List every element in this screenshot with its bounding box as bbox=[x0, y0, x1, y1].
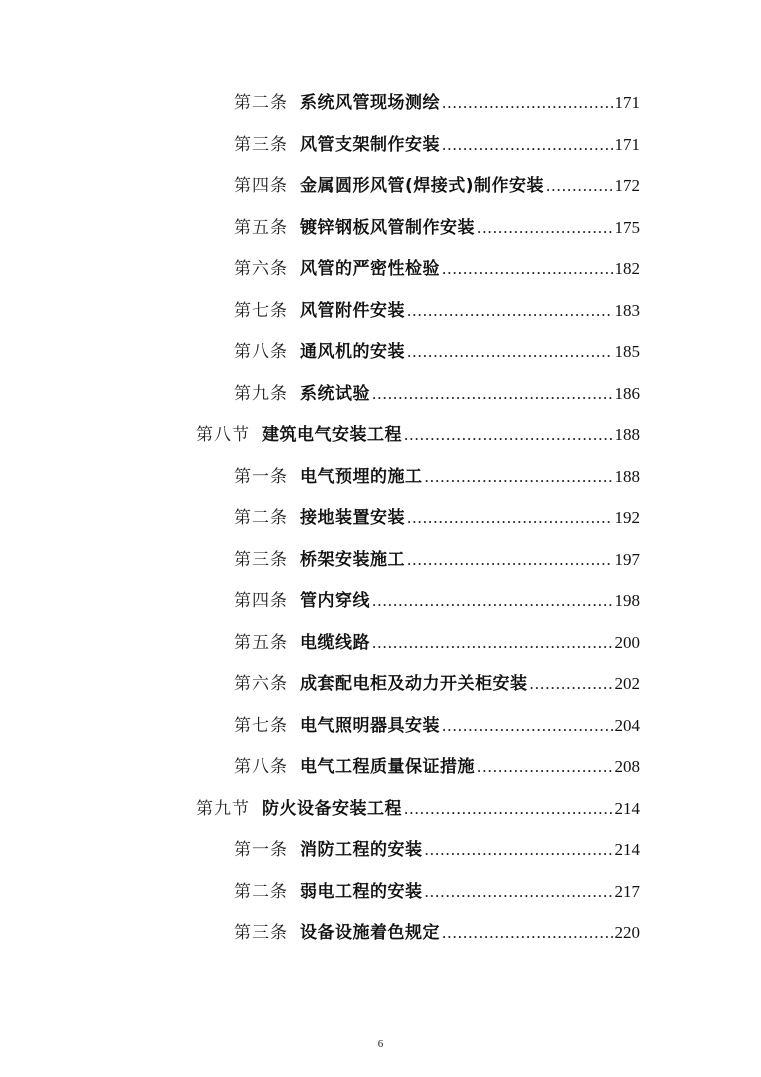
toc-entry-title: 电气照明器具安装 bbox=[300, 715, 440, 736]
toc-entry-title: 电气预埋的施工 bbox=[300, 466, 423, 487]
toc-dot-leader bbox=[407, 296, 613, 326]
toc-entry-prefix: 第九节 bbox=[196, 798, 250, 819]
toc-entry[interactable] bbox=[234, 462, 640, 492]
toc-entry-prefix: 第七条 bbox=[234, 300, 288, 321]
toc-entry-prefix: 第三条 bbox=[234, 923, 288, 943]
toc-dot-leader bbox=[442, 88, 613, 118]
toc-entry-prefix: 第八节 bbox=[196, 425, 250, 445]
toc-entry-title: 系统风管现场测绘 bbox=[300, 93, 440, 113]
toc-entry-title: 防火设备安装工程 bbox=[262, 798, 402, 819]
toc-entry-title: 设备设施着色规定 bbox=[300, 923, 440, 943]
toc-entry-page: 214 bbox=[614, 798, 640, 818]
toc-entry-prefix: 第一条 bbox=[234, 466, 288, 487]
toc-dot-leader bbox=[407, 337, 613, 367]
toc-entry-page: 188 bbox=[614, 425, 640, 444]
toc-entry-title: 桥架安装施工 bbox=[300, 549, 405, 570]
toc-entry-title: 管内穿线 bbox=[300, 591, 370, 611]
toc-entry[interactable] bbox=[234, 171, 640, 201]
toc-entry-page: 185 bbox=[614, 342, 640, 361]
toc-entry-page: 171 bbox=[614, 93, 640, 112]
toc-entry[interactable] bbox=[234, 752, 640, 782]
toc-entry-page: 182 bbox=[614, 259, 640, 278]
toc-entry[interactable] bbox=[234, 337, 640, 367]
toc-entry-prefix: 第一条 bbox=[234, 840, 288, 860]
toc-entry-page: 186 bbox=[614, 383, 640, 403]
toc-entry-page: 198 bbox=[614, 591, 640, 610]
toc-entry-prefix: 第三条 bbox=[234, 134, 288, 155]
toc-entry-prefix: 第六条 bbox=[234, 674, 288, 694]
toc-entry-title: 弱电工程的安装 bbox=[300, 881, 423, 902]
toc-dot-leader bbox=[477, 213, 613, 243]
toc-entry[interactable] bbox=[234, 88, 640, 118]
toc-dot-leader bbox=[442, 711, 613, 741]
toc-entry-page: 197 bbox=[614, 549, 640, 569]
toc-entry-prefix: 第七条 bbox=[234, 715, 288, 736]
toc-dot-leader bbox=[477, 752, 613, 782]
toc-entry-title: 电缆线路 bbox=[300, 632, 370, 653]
toc-entry-page: 220 bbox=[614, 923, 640, 942]
toc-entry[interactable] bbox=[234, 545, 640, 575]
toc-entry-page: 208 bbox=[614, 757, 640, 776]
toc-dot-leader bbox=[404, 794, 613, 824]
toc-entry-page: 188 bbox=[614, 466, 640, 486]
toc-entry-title: 风管支架制作安装 bbox=[300, 134, 440, 155]
toc-dot-leader bbox=[442, 254, 613, 284]
toc-entry-title: 风管的严密性检验 bbox=[300, 259, 440, 279]
toc-dot-leader bbox=[407, 545, 613, 575]
toc-dot-leader bbox=[404, 420, 613, 450]
toc-entry-page: 214 bbox=[614, 840, 640, 859]
toc-entry[interactable] bbox=[234, 213, 640, 243]
toc-entry-prefix: 第八条 bbox=[234, 757, 288, 777]
toc-entry-title: 电气工程质量保证措施 bbox=[300, 757, 475, 777]
toc-section-entry[interactable] bbox=[196, 794, 640, 824]
toc-entry[interactable] bbox=[234, 586, 640, 616]
toc-entry[interactable] bbox=[234, 669, 640, 699]
toc-entry-title: 镀锌钢板风管制作安装 bbox=[300, 217, 475, 238]
toc-entry-page: 175 bbox=[614, 217, 640, 237]
toc-entry-page: 192 bbox=[614, 508, 640, 527]
toc-entry-prefix: 第八条 bbox=[234, 342, 288, 362]
toc-entry-title: 风管附件安装 bbox=[300, 300, 405, 321]
toc-entry-page: 172 bbox=[614, 176, 640, 195]
toc-dot-leader bbox=[442, 918, 613, 948]
toc-entry[interactable] bbox=[234, 835, 640, 865]
toc-entry-prefix: 第五条 bbox=[234, 632, 288, 653]
toc-entry-title: 接地装置安装 bbox=[300, 508, 405, 528]
toc-section-entry[interactable] bbox=[196, 420, 640, 450]
toc-entry-prefix: 第五条 bbox=[234, 217, 288, 238]
toc-entry-title: 消防工程的安装 bbox=[300, 840, 423, 860]
toc-entry-page: 200 bbox=[614, 632, 640, 652]
toc-dot-leader bbox=[425, 877, 613, 907]
toc-entry-page: 171 bbox=[614, 134, 640, 154]
toc-entry[interactable] bbox=[234, 918, 640, 948]
toc-entry-title: 金属圆形风管(焊接式)制作安装 bbox=[300, 176, 545, 196]
toc-entry[interactable] bbox=[234, 503, 640, 533]
toc-entry-prefix: 第二条 bbox=[234, 881, 288, 902]
toc-entry-title: 成套配电柜及动力开关柜安装 bbox=[300, 674, 528, 694]
toc-dot-leader bbox=[442, 130, 613, 160]
toc-dot-leader bbox=[530, 669, 613, 699]
toc-entry-prefix: 第二条 bbox=[234, 93, 288, 113]
footer-page-number: 6 bbox=[377, 1038, 384, 1050]
toc-dot-leader bbox=[372, 379, 613, 409]
toc-entry-page: 183 bbox=[614, 300, 640, 320]
toc-entry[interactable] bbox=[234, 130, 640, 160]
toc-entry-title: 建筑电气安装工程 bbox=[262, 425, 402, 445]
toc-dot-leader bbox=[372, 586, 613, 616]
toc-entry-page: 202 bbox=[614, 674, 640, 693]
toc-entry[interactable] bbox=[234, 877, 640, 907]
toc-entry[interactable] bbox=[234, 379, 640, 409]
toc-entry-title: 通风机的安装 bbox=[300, 342, 405, 362]
toc-entry-prefix: 第六条 bbox=[234, 259, 288, 279]
toc-entry[interactable] bbox=[234, 254, 640, 284]
toc-dot-leader bbox=[546, 171, 612, 201]
toc-entry[interactable] bbox=[234, 296, 640, 326]
toc-entry-title: 系统试验 bbox=[300, 383, 370, 404]
toc-dot-leader bbox=[425, 835, 613, 865]
toc-entry-page: 204 bbox=[614, 715, 640, 735]
toc-entry-prefix: 第四条 bbox=[234, 591, 288, 611]
toc-dot-leader bbox=[425, 462, 613, 492]
toc-entry-prefix: 第四条 bbox=[234, 176, 288, 196]
toc-entry[interactable] bbox=[234, 628, 640, 658]
toc-entry[interactable] bbox=[234, 711, 640, 741]
toc-dot-leader bbox=[372, 628, 613, 658]
toc-entry-prefix: 第二条 bbox=[234, 508, 288, 528]
toc-dot-leader bbox=[407, 503, 613, 533]
toc-entry-page: 217 bbox=[614, 881, 640, 901]
toc-entry-prefix: 第三条 bbox=[234, 549, 288, 570]
toc-entry-prefix: 第九条 bbox=[234, 383, 288, 404]
